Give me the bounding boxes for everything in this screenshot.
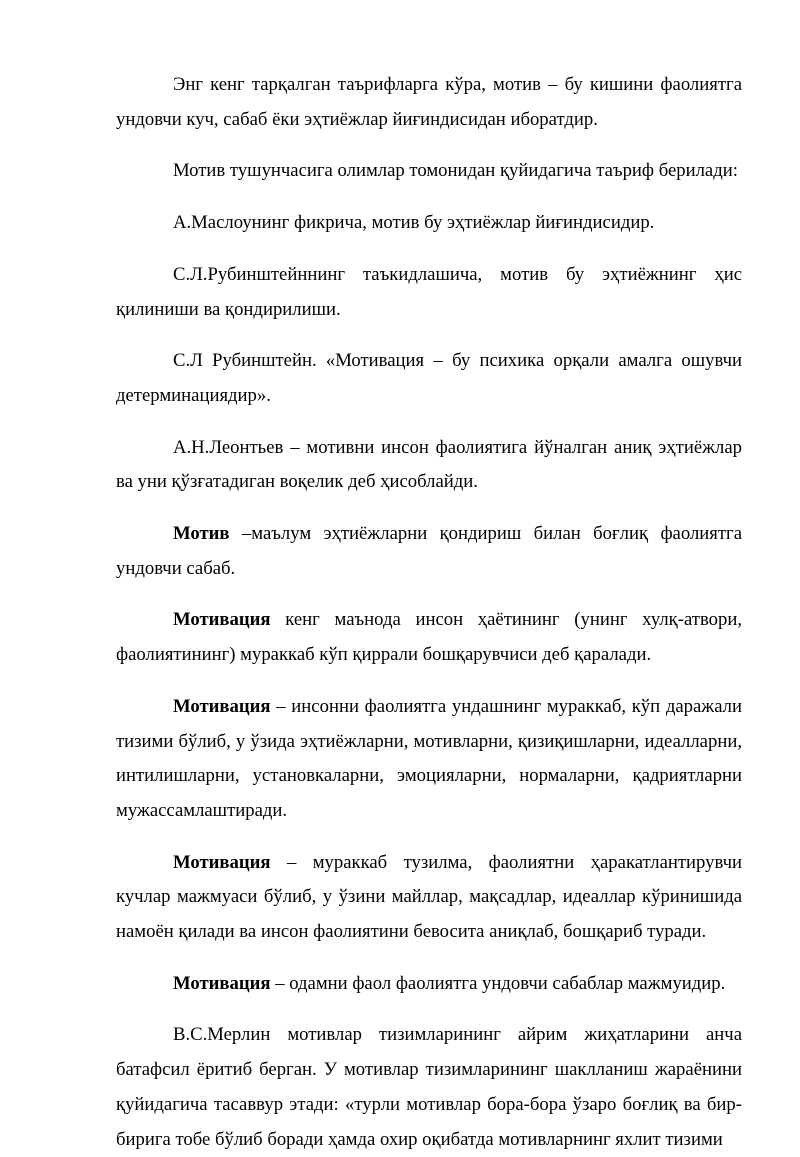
definition-paragraph: Мотивация кенг маънода инсон ҳаётининг (унинг хулқ-атвори, фаолиятининг) мураккаб кўп қиррали бошқарувчиси деб қаралади. bbox=[116, 609, 742, 666]
paragraph: С.Л.Рубинштейннинг таъкидлашича, мотив бу эҳтиёжнинг ҳис қилиниши ва қондирилиши. bbox=[116, 263, 742, 320]
document-body bbox=[116, 68, 742, 1157]
term-bold: Мотивация bbox=[173, 609, 271, 631]
definition-paragraph: Мотивация – одамни фаол фаолиятга ундовчи сабаблар мажмуидир. bbox=[173, 972, 726, 994]
paragraph: Энг кенг тарқалган таърифларга кўра, мотив – бу кишини фаолиятга ундовчи куч, сабаб ёки эҳтиёжлар йиғиндисидан иборатдир. bbox=[116, 74, 742, 130]
definition-paragraph: Мотивация – мураккаб тузилма, фаолиятни ҳаракатлантирувчи кучлар мажмуаси бўлиб, у ўзини майллар, мақсадлар, идеаллар кўринишида намоён қилади ва инсон фаолиятини бевосита аниқлаб, бошқариб туради. bbox=[116, 851, 742, 943]
paragraph: С.Л Рубинштейн. «Мотивация – бу психика орқали амалга ошувчи детерминациядир». bbox=[116, 350, 742, 406]
term-bold: Мотивация bbox=[173, 851, 271, 873]
term-bold: Мотивация bbox=[173, 695, 271, 717]
paragraph: В.С.Мерлин мотивлар тизимларининг айрим жиҳатларини анча батафсил ёритиб берган. У мотивлар тизимларининг шаклланиш жараёнини қуйидагича тасаввур этади: «турли мотивлар бора-бора ўзаро боғлиқ ва бир-бирига тобе бўлиб боради ҳамда охир оқибатда мотивларнинг яхлит тизими bbox=[116, 1024, 742, 1150]
paragraph: Мотив тушунчасига олимлар томонидан қуйидагича таъриф берилади: bbox=[173, 160, 738, 182]
paragraph: А.Маслоунинг фикрича, мотив бу эҳтиёжлар йиғиндисидир. bbox=[173, 212, 655, 234]
definition-paragraph: Мотивация – инсонни фаолиятга ундашнинг мураккаб, кўп даражали тизими бўлиб, у ўзида эҳтиёжларни, мотивларни, қизиқишларни, идеалларни, интилишларни, установкаларни, эмоцияларни, нормаларни, қадриятларни мужассамлаштиради. bbox=[116, 695, 742, 821]
definition-paragraph: Мотив –маълум эҳтиёжларни қондириш билан боғлиқ фаолиятга ундовчи сабаб. bbox=[116, 523, 742, 579]
term-bold: Мотив bbox=[173, 523, 230, 545]
paragraph: А.Н.Леонтьев – мотивни инсон фаолиятига йўналган аниқ эҳтиёжлар ва уни қўзғатадиган воқелик деб ҳисоблайди. bbox=[116, 436, 742, 493]
term-bold: Мотивация bbox=[173, 972, 271, 994]
